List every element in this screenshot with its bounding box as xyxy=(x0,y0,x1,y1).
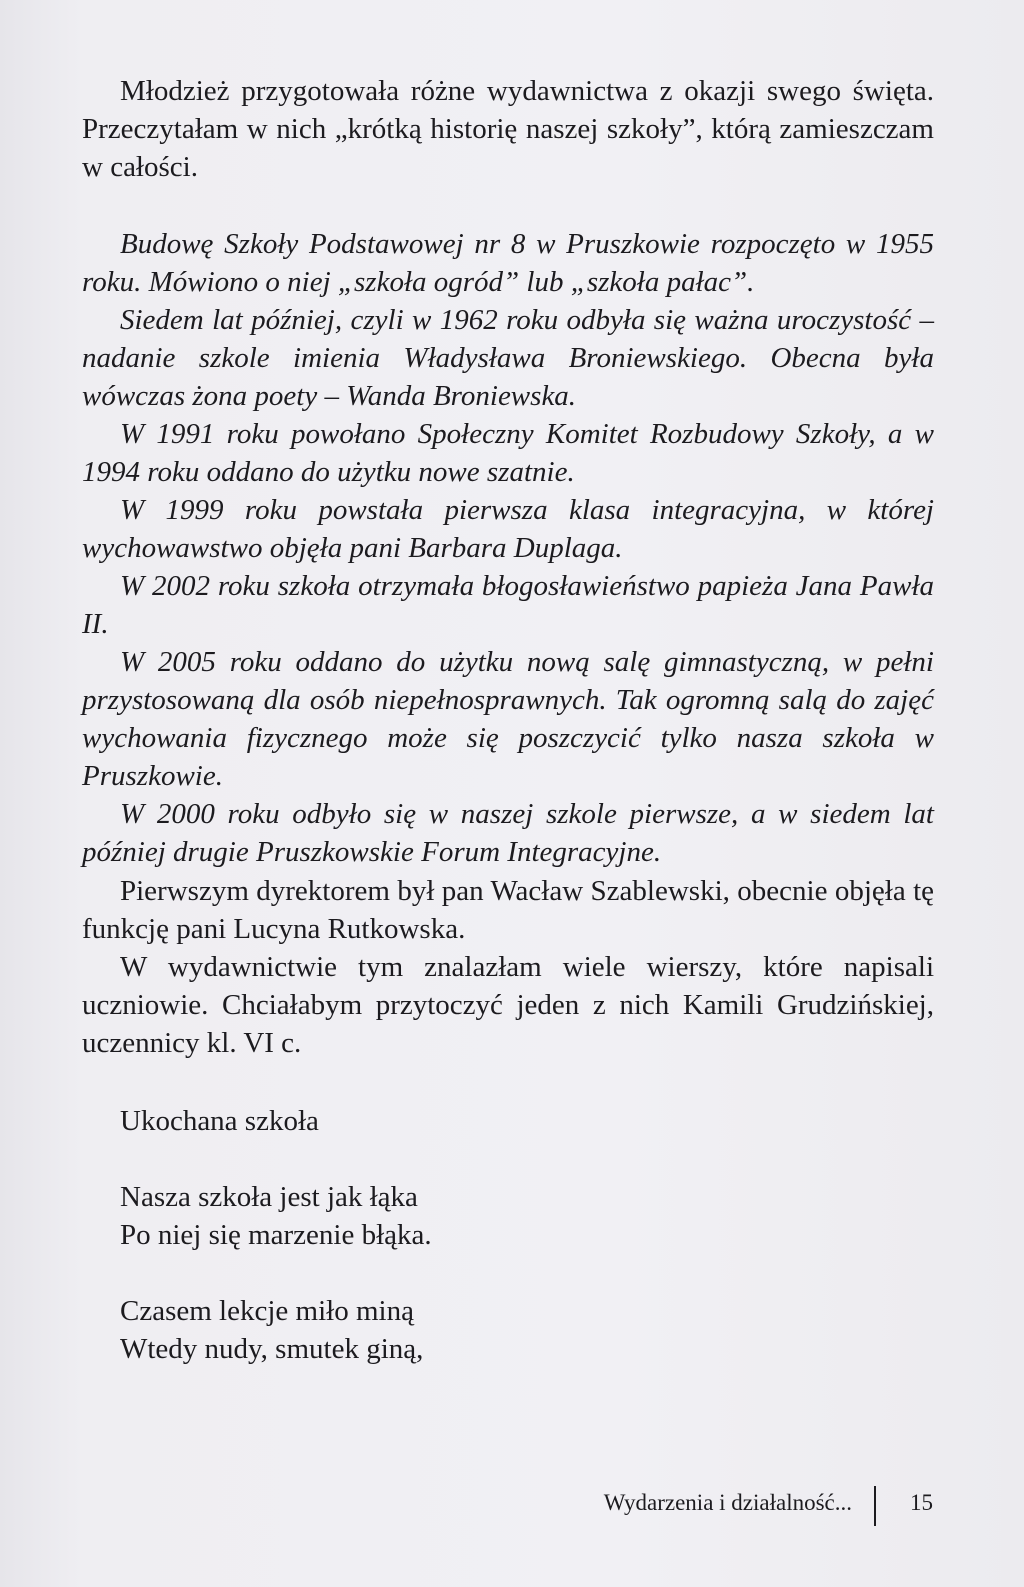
closing-paragraph: W wydawnictwie tym znalazłam wiele wierszy, które napisali uczniowie. Chciałabym przytoczyć jeden z nich Kamili Grudzińskiej, uczennicy kl. VI c. xyxy=(82,951,934,1059)
closing-section xyxy=(82,872,934,1062)
poem-stanza xyxy=(120,1178,432,1254)
history-paragraph: Siedem lat później, czyli w 1962 roku odbyła się ważna uroczystość – nadanie szkole imienia Władysława Broniewskiego. Obecna była wówczas żona poety – Wanda Broniewska. xyxy=(82,304,934,412)
intro-section xyxy=(82,72,934,186)
poem-stanza xyxy=(120,1292,423,1368)
page-number: 15 xyxy=(910,1490,933,1515)
poem-line: Po niej się marzenie błąka. xyxy=(120,1219,432,1251)
history-paragraph: Budowę Szkoły Podstawowej nr 8 w Pruszkowie rozpoczęto w 1955 roku. Mówiono o niej „szkoła ogród” lub „szkoła pałac”. xyxy=(82,228,934,298)
history-paragraph: W 1999 roku powstała pierwsza klasa integracyjna, w której wychowawstwo objęła pani Barbara Duplaga. xyxy=(82,494,934,564)
running-title: Wydarzenia i działalność... xyxy=(603,1490,852,1515)
history-paragraph: W 2000 roku odbyło się w naszej szkole pierwsze, a w siedem lat później drugie Pruszkowskie Forum Integracyjne. xyxy=(82,798,934,868)
history-paragraph: W 2002 roku szkoła otrzymała błogosławieństwo papieża Jana Pawła II. xyxy=(82,570,934,640)
history-paragraph: W 2005 roku oddano do użytku nową salę gimnastyczną, w pełni przystosowaną dla osób niepełnosprawnych. Tak ogromną salą do zajęć wychowania fizycznego może się poszczycić tylko nasza szkoła w Pruszkowie. xyxy=(82,646,934,792)
intro-paragraph: Młodzież przygotowała różne wydawnictwa z okazji swego święta. Przeczytałam w nich „krótką historię naszej szkoły”, którą zamieszczam w całości. xyxy=(82,75,934,183)
poem-line: Wtedy nudy, smutek giną, xyxy=(120,1333,424,1365)
closing-paragraph: Pierwszym dyrektorem był pan Wacław Szablewski, obecnie objęła tę funkcję pani Lucyna Rutkowska. xyxy=(82,875,934,945)
poem-line: Nasza szkoła jest jak łąka xyxy=(120,1181,418,1213)
history-paragraph: W 1991 roku powołano Społeczny Komitet Rozbudowy Szkoły, a w 1994 roku oddano do użytku nowe szatnie. xyxy=(82,418,934,488)
school-history-section xyxy=(82,225,934,871)
poem-title-text: Ukochana szkoła xyxy=(120,1105,319,1137)
poem-title xyxy=(120,1102,319,1140)
poem-line: Czasem lekcje miło miną xyxy=(120,1295,414,1327)
page-footer xyxy=(0,1486,1024,1526)
footer-divider xyxy=(874,1486,876,1526)
